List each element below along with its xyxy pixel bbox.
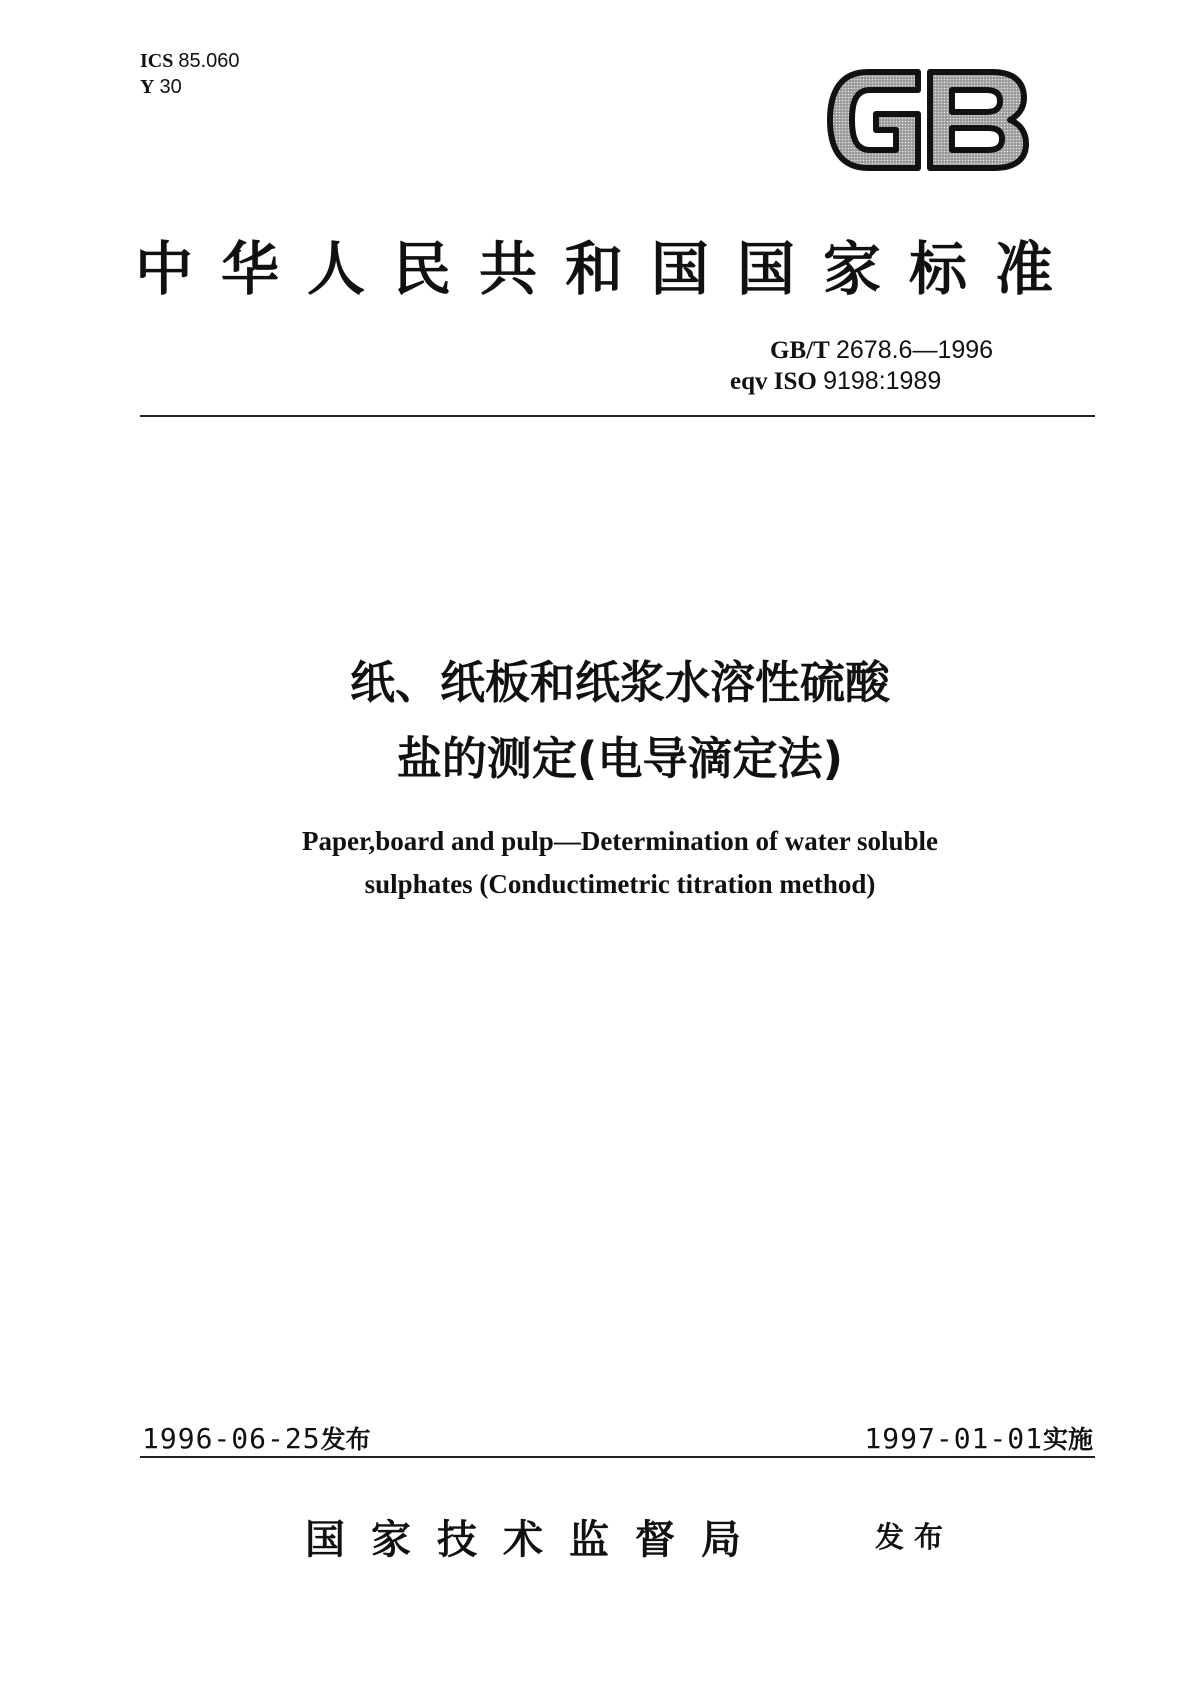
standard-number-prefix: GB/T (770, 337, 830, 364)
class-line (140, 74, 240, 100)
issuing-authority: 国家技术监督局 (305, 1516, 767, 1563)
english-title-line-2: sulphates (Conductimetric titration method) (364, 869, 876, 899)
class-letter: Y (140, 76, 155, 98)
standard-codes (730, 335, 994, 397)
equivalence-standard: 9198:1989 (823, 367, 942, 395)
equivalence-line (730, 366, 993, 397)
publish-date-label: 发布 (320, 1425, 371, 1454)
ics-label: ICS (140, 50, 174, 72)
effective-date (864, 1420, 1093, 1456)
national-standard-title: 中华人民共和国国家标准 (135, 235, 1082, 303)
equivalence-prefix: eqv ISO (730, 368, 817, 395)
effective-date-label: 实施 (1042, 1425, 1093, 1454)
issue-label: 发布 (875, 1520, 954, 1554)
english-title-line-1: Paper,board and pulp—Determination of water soluble (301, 826, 939, 856)
classification-codes (140, 48, 240, 100)
class-code: 30 (159, 76, 182, 98)
ics-line (140, 48, 240, 74)
gb-logo (826, 66, 1030, 174)
publish-date-value: 1996-06-25 (142, 1422, 321, 1455)
chinese-title-line-1: 纸、纸板和纸浆水溶性硫酸 (349, 656, 890, 709)
standard-number: 2678.6—1996 (836, 336, 994, 364)
publish-date (142, 1420, 371, 1456)
gb-logo-icon (826, 66, 1030, 174)
effective-date-value: 1997-01-01 (864, 1422, 1043, 1455)
ics-code: 85.060 (178, 50, 240, 72)
bottom-divider (140, 1456, 1095, 1458)
chinese-title-line-2: 盐的测定(电导滴定法) (396, 732, 844, 785)
standard-number-line (770, 335, 993, 366)
top-divider (140, 415, 1095, 417)
